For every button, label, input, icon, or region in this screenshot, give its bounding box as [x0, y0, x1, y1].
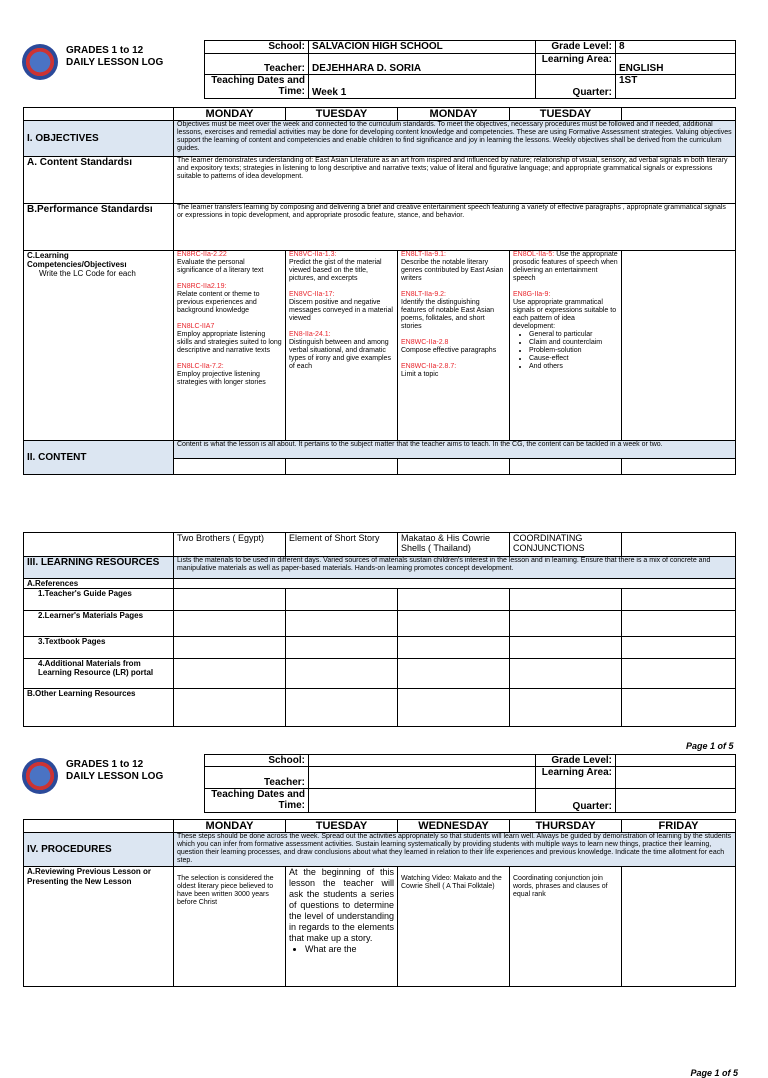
topic-cell: Element of Short Story [286, 533, 398, 557]
objectives-table [23, 107, 736, 475]
competencies-col4 [510, 251, 622, 441]
content-standards-label: A. Content Standardsı [24, 157, 174, 204]
list-item: • What are the [305, 944, 394, 955]
resources-label: III. LEARNING RESOURCES [24, 557, 174, 579]
monday-review: The selection is considered the oldest literary piece believed to have been written 3000 years before Christ [174, 867, 286, 987]
references-label: A.References [24, 579, 174, 589]
list-item: • General to particular [529, 331, 618, 339]
textbook-pages-label: 3.Textbook Pages [24, 637, 174, 659]
area-value: ENGLISH [616, 54, 736, 75]
day-header: FRIDAY [622, 820, 736, 833]
school-value [309, 755, 536, 767]
lc-code: EN8VC-IIa-17: [289, 291, 335, 298]
lc-text: Use appropriate grammatical signals or expressions suitable to each pattern of idea development: [513, 299, 617, 330]
resources-table [23, 532, 736, 727]
lc-text: Describe the notable literary genres contributed by East Asian writers [401, 259, 504, 282]
dates-label: Teaching Dates and Time: [205, 789, 309, 813]
page-number: Page 1 of 5 [690, 1068, 738, 1078]
lc-text: Relate content or theme to previous experiences and background knowledge [177, 291, 260, 314]
school-value: SALVACION HIGH SCHOOL [309, 41, 536, 54]
teachers-guide-label: 1.Teacher's Guide Pages [24, 589, 174, 611]
dates-value: Week 1 [309, 75, 536, 99]
lc-code: EN8LC-IIA7 [177, 323, 215, 330]
area-value [616, 767, 736, 789]
area-label: Learning Area: [536, 54, 616, 75]
resources-description: Lists the materials to be used in different days. Varied sources of materials sustain children's interest in the lesson and in learning. Ensure that there is a mix of concrete and manipulative materials as well as paper-based materials. Hands-on learning promotes concept development. [174, 557, 736, 579]
teacher-value [309, 767, 536, 789]
deped-seal-logo [22, 758, 58, 794]
lc-code: EN8RC-IIa2.19: [177, 283, 227, 290]
header-table [204, 40, 736, 99]
list-item: • And others [529, 363, 618, 371]
topic-cell: COORDINATING CONJUNCTIONS [510, 533, 622, 557]
objectives-description: Objectives must be meet over the week and connected to the curriculum standards. To meet the objectives, necessary procedures must be followed and if needed, additional lessons, exercises and remedial activities may be done for developing content knowledge and competencies. These are using Formative Assessment strategies. Valuing objectives support the learning of content and competencies and enable children to find significance and joy in learning the lessons. Weekly objectives shall be derived from the curriculum guides. [174, 121, 736, 157]
day-header: TUESDAY [286, 108, 398, 121]
content-label: II. CONTENT [24, 441, 174, 475]
page-number: Page 1 of 5 [686, 741, 734, 751]
lc-code: EN8WC-IIa-2.8.7: [401, 363, 457, 370]
competencies-sublabel: Write the LC Code for each [39, 269, 136, 278]
list-item: • Problem-solution [529, 347, 618, 355]
lc-text: Compose effective paragraphs [401, 347, 497, 354]
day-header: TUESDAY [510, 108, 622, 121]
form-title-line2: DAILY LESSON LOG [66, 771, 164, 782]
day-header: THURSDAY [510, 820, 622, 833]
lc-text: Predict the gist of the material viewed based on the title, pictures, and excerpts [289, 259, 382, 282]
content-description: Content is what the lesson is all about. It pertains to the subject matter that the teacher aims to teach. In the CG, the content can be tackled in a week or two. [174, 441, 736, 459]
deped-seal-logo [22, 44, 58, 80]
form-title [66, 759, 163, 783]
lc-code: EN8VC-IIa-1.3: [289, 251, 337, 258]
form-title-line1: GRADES 1 to 12 [66, 759, 144, 770]
form-title-line2: DAILY LESSON LOG [66, 57, 164, 68]
additional-materials-label: 4.Additional Materials from Learning Resource (LR) portal [24, 659, 174, 689]
teacher-value: DEJEHHARA D. SORIA [309, 54, 536, 75]
school-label: School: [205, 41, 309, 54]
procedures-table [23, 819, 736, 987]
competencies-col1 [174, 251, 286, 441]
lc-text: Employ appropriate listening skills and strategies suited to long descriptive and narrative texts [177, 331, 282, 354]
tuesday-review: At the beginning of this lesson the teacher will ask the students a series of questions to determine the level of understanding in regards to the elements that make up a story. [289, 867, 394, 943]
school-label: School: [205, 755, 309, 767]
performance-standards-label: B.Performance Standardsı [24, 204, 174, 251]
form-title [66, 45, 163, 69]
grade-value: 8 [616, 41, 736, 54]
grade-label: Grade Level: [536, 41, 616, 54]
lc-text: Employ projective listening strategies with longer stories [177, 371, 266, 386]
lc-text: Use the appropriate prosodic features of speech when delivering an entertainment speech [513, 251, 618, 282]
lc-text: Identify the distinguishing features of notable East Asian poems, folktales, and short stories [401, 299, 495, 330]
form-title-line1: GRADES 1 to 12 [66, 45, 144, 56]
lc-text: Distinguish between and among verbal situational, and dramatic types of irony and give examples of each [289, 339, 391, 370]
lc-code: EN8OL-IIa-5: [513, 251, 555, 258]
lc-code: EN8WC-IIa-2.8 [401, 339, 449, 346]
list-item: • Claim and counterclaim [529, 339, 618, 347]
lc-code: EN8-IIa-24.1: [289, 331, 331, 338]
day-header: WEDNESDAY [398, 820, 510, 833]
procedures-description: These steps should be done across the week. Spread out the activities appropriately so that students will learn well. Always be guided by demonstration of learning by the students which you can infer from formative assessment activities. Sustain learning systematically by providing students with multiple ways to learn new things, practice their learning, question their learning processes, and draw conclusions about what they learned in relation to their life experiences and previous knowledge. Indicate the time allotment for each step. [174, 833, 736, 867]
topic-cell: Makatao & His Cowrie Shells ( Thailand) [398, 533, 510, 557]
performance-standards-text: The learner transfers learning by composing and delivering a brief and creative entertainment speech featuring a variety of effective paragraphs , appropriate grammatical signals or expressions in topic development, and appropriate prosodic feature, stance, and behavior. [174, 204, 736, 251]
lc-text: Discern positive and negative messages conveyed in a material viewed [289, 299, 393, 322]
day-header: MONDAY [398, 108, 510, 121]
thursday-review: Coordinating conjunction join words, phrases and clauses of equal rank [510, 867, 622, 987]
lc-code: EN8G-IIa-9: [513, 291, 551, 298]
quarter-value: 1ST [616, 75, 736, 99]
lc-code: EN8LT-IIa-9.2: [401, 291, 447, 298]
lc-text: Evaluate the personal significance of a literary text [177, 259, 264, 274]
lc-code: EN8RC-IIa-2.22 [177, 251, 227, 258]
objectives-label: I. OBJECTIVES [24, 121, 174, 157]
quarter-value [616, 789, 736, 813]
teacher-label: Teacher: [205, 767, 309, 789]
day-header: MONDAY [174, 108, 286, 121]
header-table-2 [204, 754, 736, 813]
content-standards-text: The learner demonstrates understanding of: East Asian Literature as an art from inspired and influenced by nature; relationship of visual, sensory, ad verbal signals in both literary and expository texts; strategies in listening to long descriptive and narrative texts; value of literal and figurative language; and appropriate grammatical signals or expressions suitable to patterns of idea development. [174, 157, 736, 204]
teacher-label: Teacher: [205, 54, 309, 75]
area-label: Learning Area: [536, 767, 616, 789]
day-header: TUESDAY [286, 820, 398, 833]
quarter-label: Quarter: [536, 75, 616, 99]
other-resources-label: B.Other Learning Resources [24, 689, 174, 727]
quarter-label: Quarter: [536, 789, 616, 813]
lc-code: EN8LC-IIa-7.2: [177, 363, 224, 370]
day-header: MONDAY [174, 820, 286, 833]
competencies-col3 [398, 251, 510, 441]
grade-label: Grade Level: [536, 755, 616, 767]
review-lesson-label: A.Reviewing Previous Lesson or Presenting the New Lesson [24, 867, 174, 987]
dates-label: Teaching Dates and Time: [205, 75, 309, 99]
lc-text: Limit a topic [401, 371, 439, 378]
dates-value [309, 789, 536, 813]
topic-cell: Two Brothers ( Egypt) [174, 533, 286, 557]
competencies-label: C.Learning Competencies/Objectivesı [27, 251, 127, 269]
wednesday-review: Watching Video: Makato and the Cowrie Shell ( A Thai Folktale) [398, 867, 510, 987]
grade-value [616, 755, 736, 767]
competencies-col2 [286, 251, 398, 441]
procedures-label: IV. PROCEDURES [24, 833, 174, 867]
lc-code: EN8LT-IIa-9.1: [401, 251, 447, 258]
list-item: • Cause-effect [529, 355, 618, 363]
learners-materials-label: 2.Learner's Materials Pages [24, 611, 174, 637]
